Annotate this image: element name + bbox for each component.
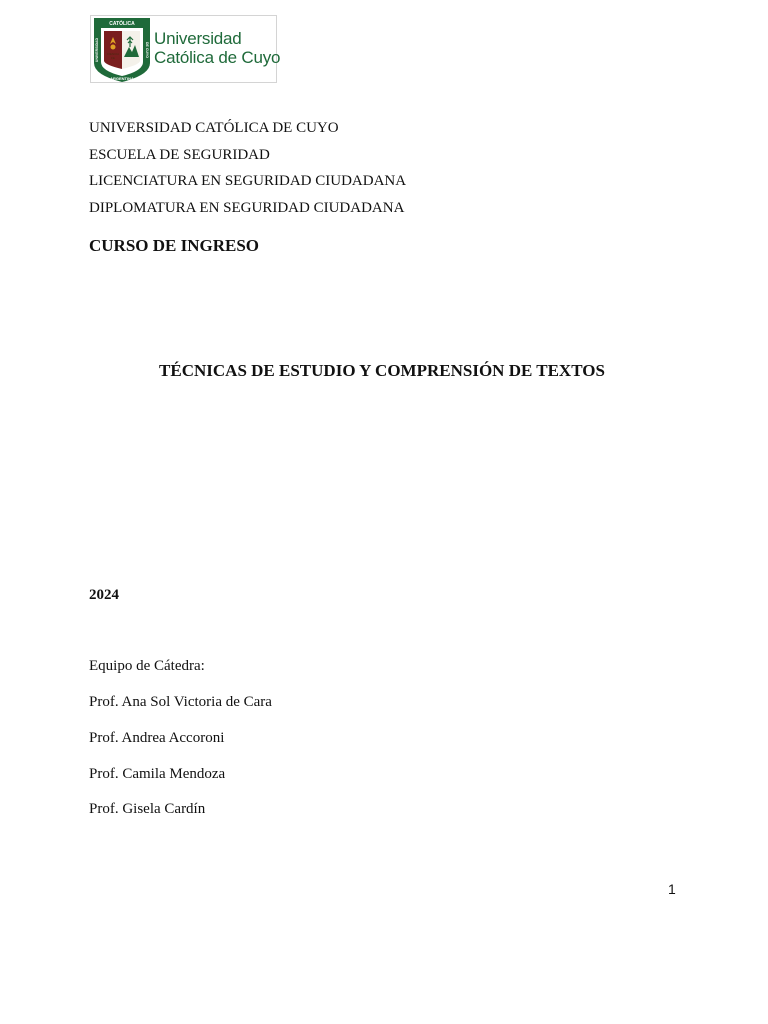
seal-text-bottom: ARGENTINA <box>110 76 134 81</box>
university-logo <box>90 15 281 83</box>
page-number: 1 <box>668 881 676 897</box>
team-member: Prof. Camila Mendoza <box>89 766 226 782</box>
course-heading: CURSO DE INGRESO <box>89 236 260 255</box>
team-member: Prof. Ana Sol Victoria de Cara <box>89 694 272 710</box>
header-line-university: UNIVERSIDAD CATÓLICA DE CUYO <box>89 120 339 136</box>
seal-text-right: DE CUYO <box>145 42 149 58</box>
header-line-school: ESCUELA DE SEGURIDAD <box>89 147 270 163</box>
svg-text:CIENCIA: CIENCIA <box>106 52 120 56</box>
document-title: TÉCNICAS DE ESTUDIO Y COMPRENSIÓN DE TEXTOS <box>159 361 605 380</box>
seal-text-top: CATÓLICA <box>109 21 135 27</box>
team-member: Prof. Andrea Accoroni <box>89 730 225 746</box>
seal-text-left: UNIVERSIDAD <box>95 37 99 63</box>
team-label: Equipo de Cátedra: <box>89 658 205 674</box>
logo-name-line2: Católica de Cuyo <box>154 48 281 67</box>
logo-name-line1: Universidad <box>154 29 242 48</box>
header-line-diploma: DIPLOMATURA EN SEGURIDAD CIUDADANA <box>89 200 405 216</box>
team-member: Prof. Gisela Cardín <box>89 801 206 817</box>
header-line-degree: LICENCIATURA EN SEGURIDAD CIUDADANA <box>89 173 407 189</box>
document-year: 2024 <box>89 587 119 603</box>
svg-text:FE: FE <box>111 56 115 60</box>
university-seal-icon <box>92 17 152 83</box>
